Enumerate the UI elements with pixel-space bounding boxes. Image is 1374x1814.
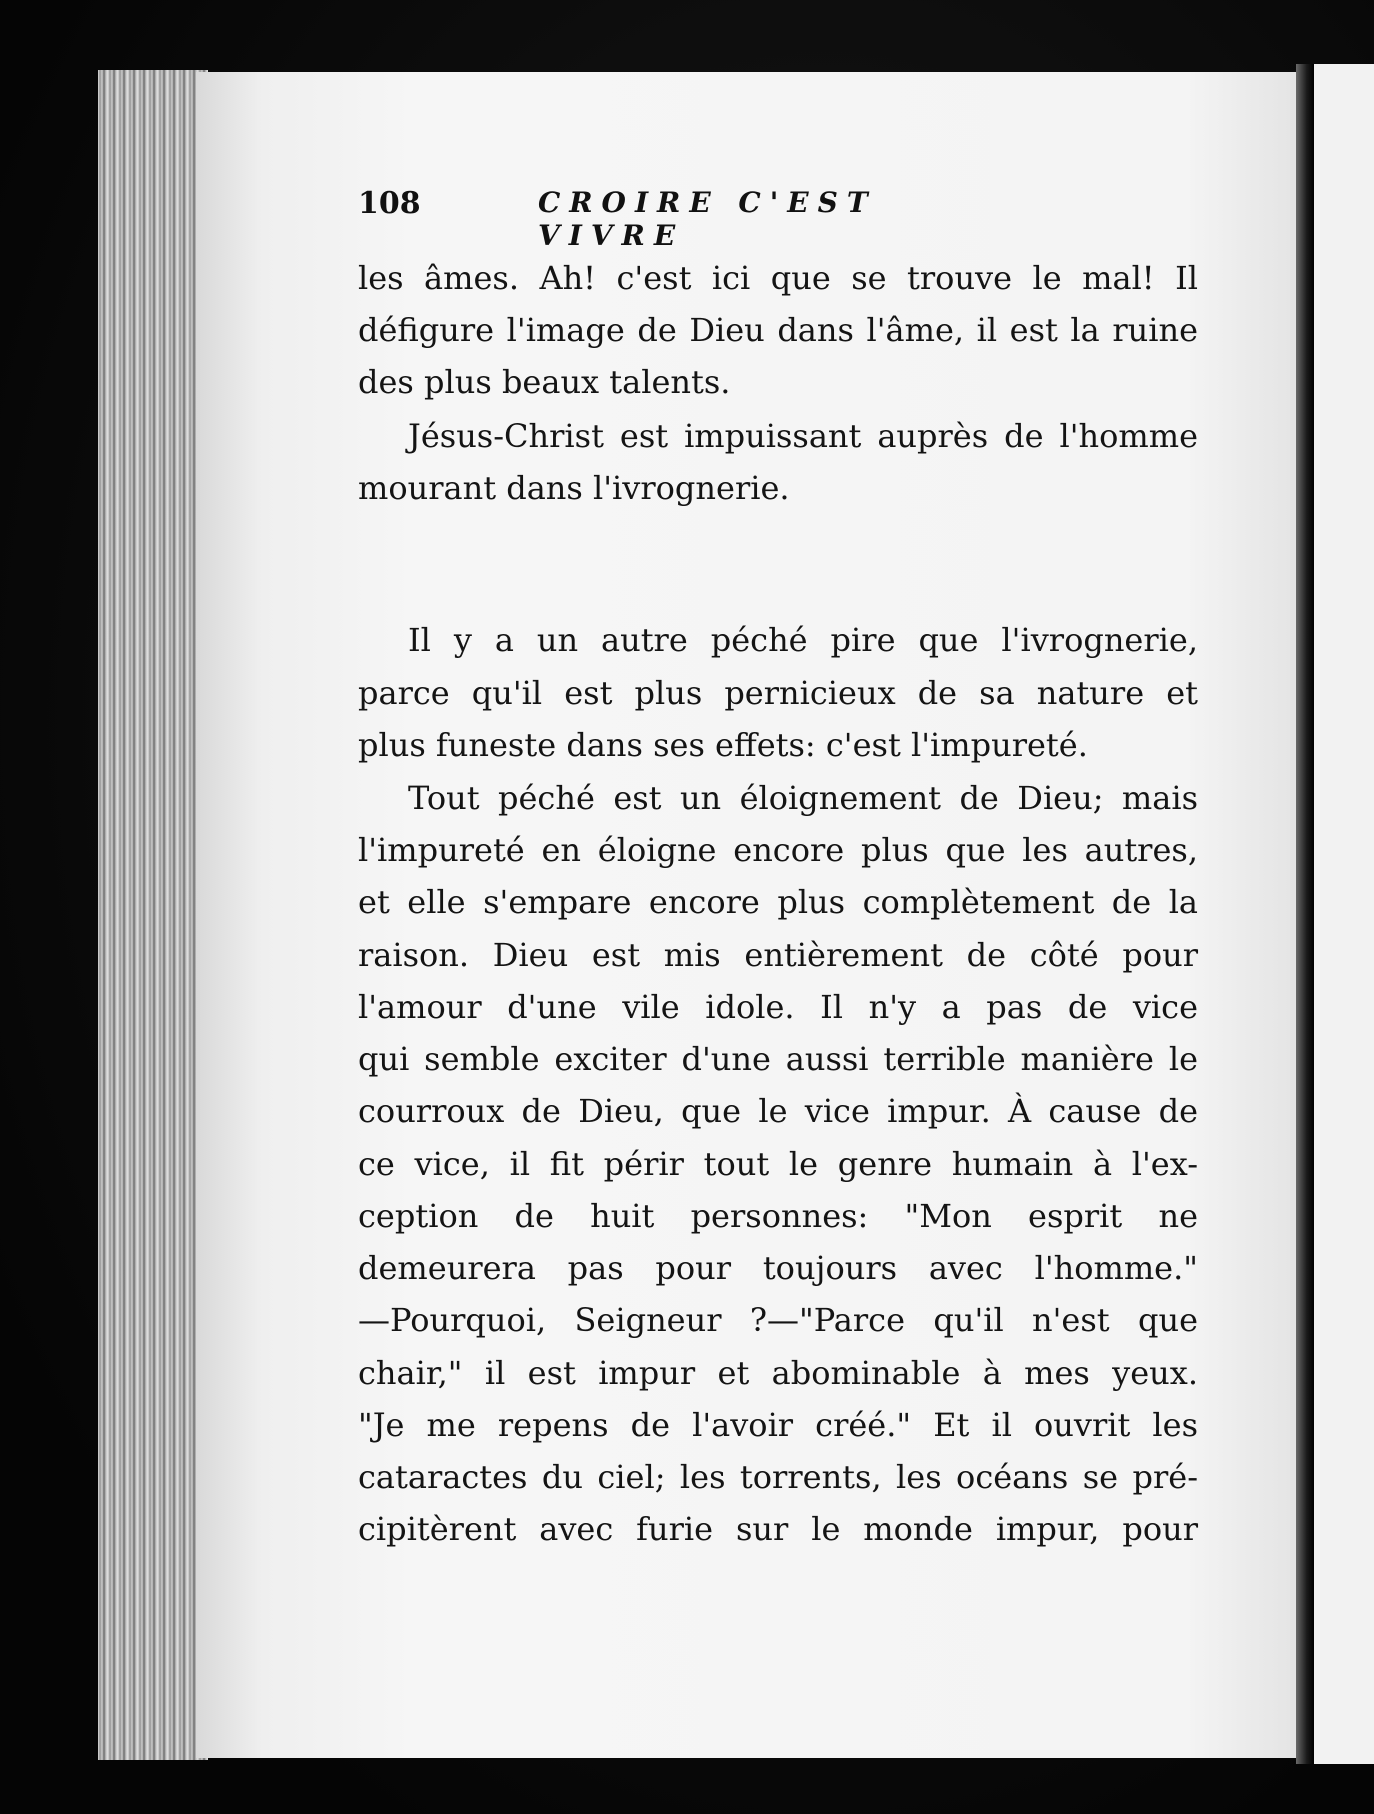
page-header bbox=[358, 186, 1018, 252]
text-line: ception de huit personnes: "Mon esprit ne bbox=[358, 1197, 1198, 1235]
text-line: —Pourquoi, Seigneur ?—"Parce qu'il n'est que bbox=[358, 1301, 1198, 1339]
text-line: qui semble exciter d'une aussi terrible manière le bbox=[358, 1040, 1198, 1078]
text-line: plus funeste dans ses effets: c'est l'impureté. bbox=[358, 726, 1088, 764]
text-line: défigure l'image de Dieu dans l'âme, il est la ruine bbox=[358, 311, 1198, 349]
text-line: raison. Dieu est mis entièrement de côté pour bbox=[358, 936, 1198, 974]
running-title: CROIRE C'EST VIVRE bbox=[538, 186, 877, 252]
text-line: Tout péché est un éloignement de Dieu; mais bbox=[408, 779, 1198, 817]
facing-page-edge bbox=[1314, 64, 1374, 1764]
text-line: les âmes. Ah! c'est ici que se trouve le mal! Il bbox=[358, 259, 1198, 297]
text-line: Jésus-Christ est impuissant auprès de l'homme bbox=[408, 417, 1198, 455]
text-line: ce vice, il fit périr tout le genre humain à l'ex- bbox=[358, 1145, 1198, 1183]
text-line: parce qu'il est plus pernicieux de sa nature et bbox=[358, 674, 1198, 712]
page-number: 108 bbox=[358, 186, 421, 221]
text-line: chair," il est impur et abominable à mes yeux. bbox=[358, 1354, 1198, 1392]
text-line: Il y a un autre péché pire que l'ivrognerie, bbox=[408, 621, 1198, 659]
text-line: l'impureté en éloigne encore plus que les autres, bbox=[358, 831, 1198, 869]
text-line: l'amour d'une vile idole. Il n'y a pas de vice bbox=[358, 988, 1198, 1026]
text-line: cipitèrent avec furie sur le monde impur, pour bbox=[358, 1510, 1198, 1548]
book-page-edges bbox=[98, 70, 208, 1760]
text-line: cataractes du ciel; les torrents, les océans se pré- bbox=[358, 1458, 1198, 1496]
book-gutter bbox=[1296, 64, 1314, 1764]
text-line: mourant dans l'ivrognerie. bbox=[358, 469, 790, 507]
text-line: et elle s'empare encore plus complètement de la bbox=[358, 883, 1198, 921]
text-line: des plus beaux talents. bbox=[358, 363, 731, 401]
text-line: "Je me repens de l'avoir créé." Et il ouvrit les bbox=[358, 1406, 1198, 1444]
text-line: demeurera pas pour toujours avec l'homme." bbox=[358, 1249, 1198, 1287]
text-line: courroux de Dieu, que le vice impur. À cause de bbox=[358, 1092, 1198, 1130]
